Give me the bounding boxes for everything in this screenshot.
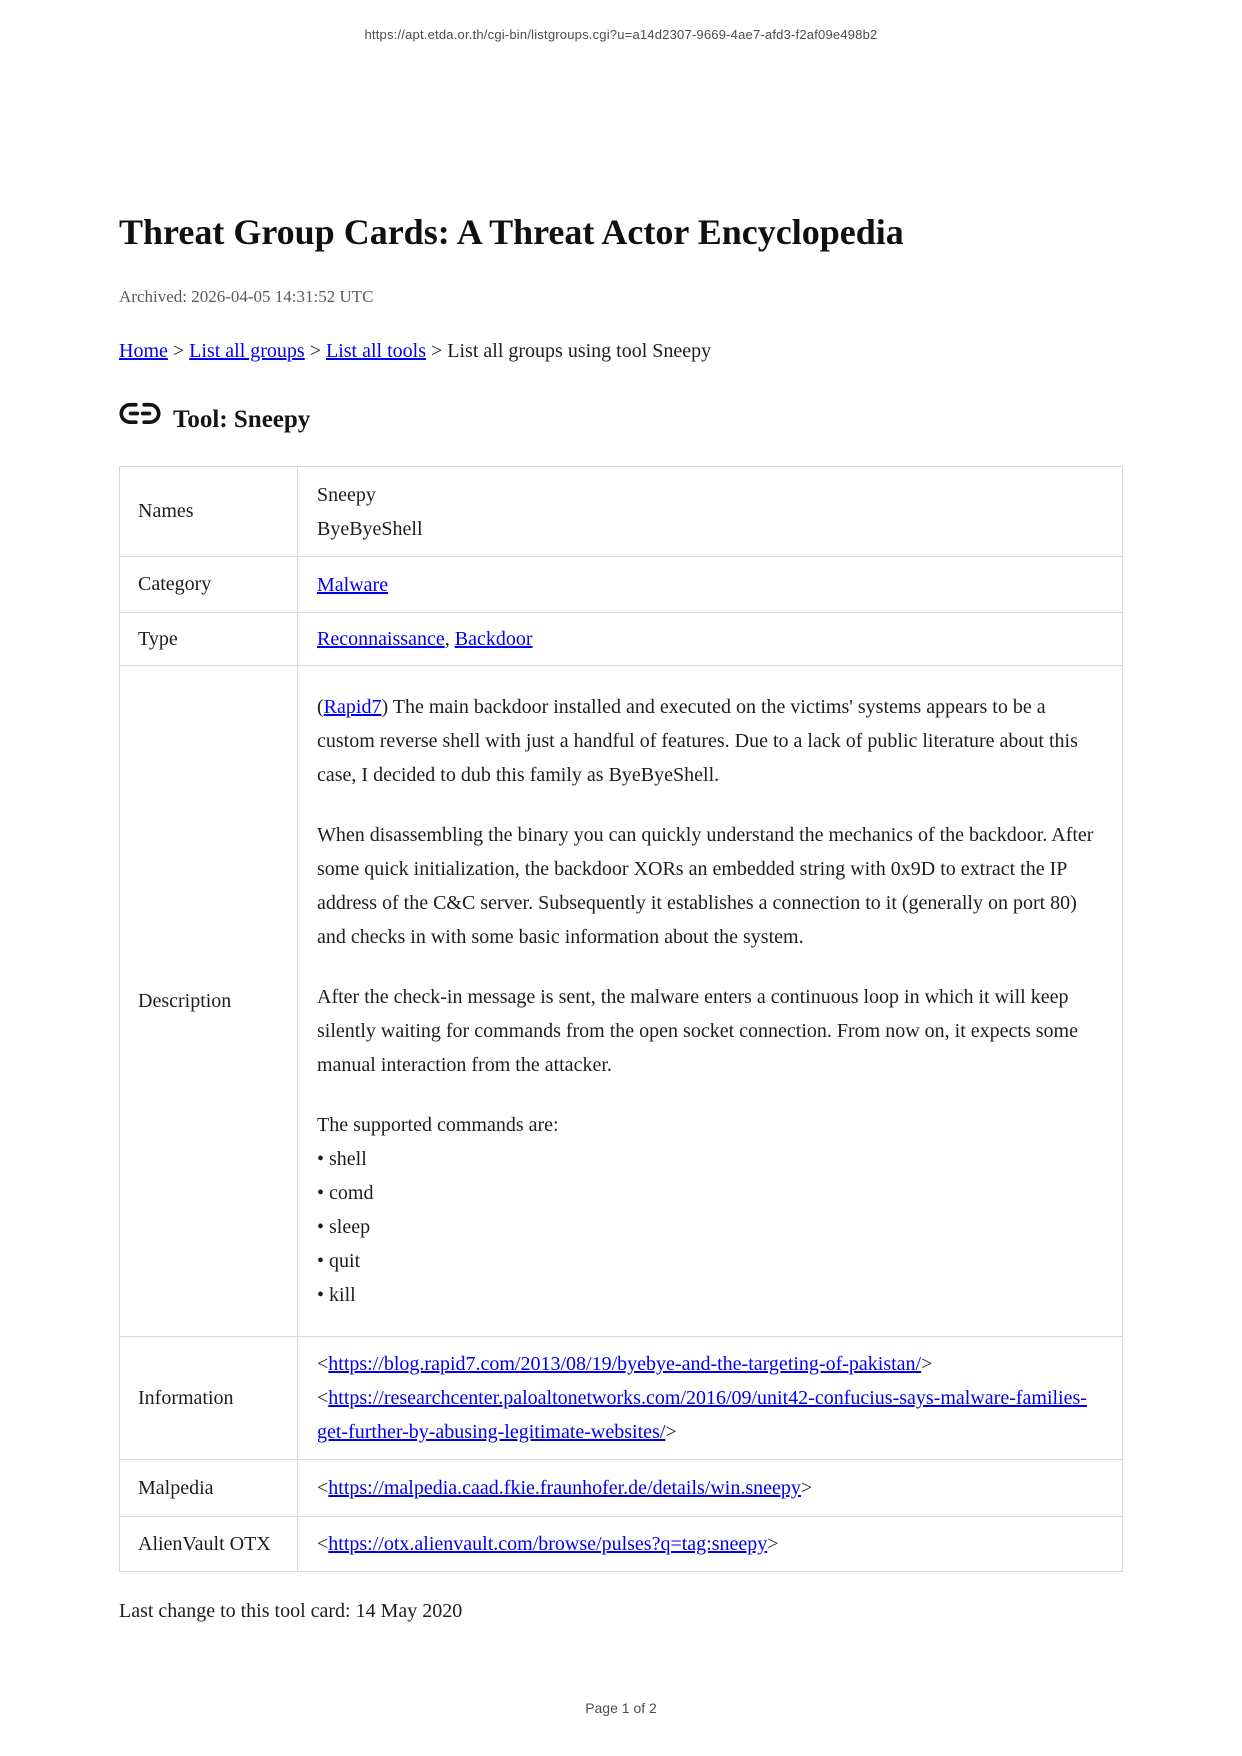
information-link-paloalto[interactable]: https://researchcenter.paloaltonetworks.com/2016/09/unit42-confucius-says-malware-families-get-further-by-abusing-legitimate-websites/: [317, 1387, 1087, 1443]
angle-open: <: [317, 1353, 329, 1375]
last-change-note: Last change to this tool card: 14 May 2020: [119, 1600, 463, 1622]
permalink-icon[interactable]: [119, 400, 161, 428]
command-item: [317, 1210, 1103, 1244]
description-paragraph-1-text: ) The main backdoor installed and executed on the victims' systems appears to be a custom reverse shell with just a handful of features. Due to a lack of public literature about this case, I decided to dub this family as ByeByeShell.: [317, 696, 1078, 786]
row-value-malpedia: [298, 1460, 1123, 1517]
information-reference: [317, 1381, 1103, 1449]
bullet: •: [317, 1216, 325, 1238]
row-label-names: Names: [120, 467, 298, 557]
description-paragraph: [317, 690, 1103, 792]
supported-commands-intro: The supported commands are:: [317, 1114, 559, 1136]
angle-open: <: [317, 1477, 329, 1499]
bullet: •: [317, 1182, 325, 1204]
table-row-malpedia: [120, 1460, 1123, 1517]
table-row-alienvault-otx: [120, 1517, 1123, 1572]
tool-name: Sneepy: [317, 483, 376, 506]
angle-close: >: [921, 1353, 933, 1375]
row-label-description: Description: [120, 666, 298, 1337]
row-label-malpedia: Malpedia: [120, 1460, 298, 1517]
breadcrumb-separator: >: [426, 340, 448, 362]
command-name: sleep: [329, 1216, 371, 1238]
information-link-rapid7-blog[interactable]: https://blog.rapid7.com/2013/08/19/byebye-and-the-targeting-of-pakistan/: [328, 1353, 922, 1375]
table-row-names: [120, 467, 1123, 557]
tool-alias: ByeByeShell: [317, 517, 423, 540]
malpedia-link[interactable]: https://malpedia.caad.fkie.fraunhofer.de/details/win.sneepy: [328, 1477, 801, 1499]
row-value-alienvault-otx: [298, 1517, 1123, 1572]
page-number: Page 1 of 2: [585, 1700, 657, 1716]
type-link-reconnaissance[interactable]: Reconnaissance: [317, 628, 445, 650]
page-title: Threat Group Cards: A Threat Actor Encyclopedia: [119, 212, 904, 252]
row-value-names: [298, 467, 1123, 557]
row-label-information: Information: [120, 1337, 298, 1460]
command-item: [317, 1244, 1103, 1278]
row-value-description: [298, 666, 1123, 1337]
row-value-type: [298, 613, 1123, 666]
bullet: •: [317, 1284, 325, 1306]
tool-heading-text: Tool: Sneepy: [173, 406, 311, 433]
rapid7-link[interactable]: Rapid7: [323, 696, 382, 718]
paren-open: (: [317, 696, 324, 718]
row-value-information: [298, 1337, 1123, 1460]
command-name: kill: [329, 1284, 356, 1306]
bullet: •: [317, 1148, 325, 1170]
description-paragraph: When disassembling the binary you can quickly understand the mechanics of the backdoor. After some quick initialization, the backdoor XORs an embedded string with 0x9D to extract the IP address of the C&C server. Subsequently it establishes a connection to it (generally on port 80) and checks in with some basic information about the system.: [317, 824, 1094, 948]
row-label-type: Type: [120, 613, 298, 666]
category-link[interactable]: Malware: [317, 573, 389, 596]
breadcrumb-link-list-all-tools[interactable]: List all tools: [326, 340, 426, 362]
angle-open: <: [317, 1533, 329, 1555]
breadcrumb-link-list-all-groups[interactable]: List all groups: [189, 340, 305, 362]
table-row-type: [120, 613, 1123, 666]
type-link-backdoor[interactable]: Backdoor: [454, 628, 533, 650]
command-item: [317, 1278, 1103, 1312]
angle-open: <: [317, 1387, 329, 1409]
bullet: •: [317, 1250, 325, 1272]
tool-heading: [119, 400, 310, 434]
angle-close: >: [767, 1533, 779, 1555]
command-name: shell: [329, 1148, 367, 1170]
table-row-information: [120, 1337, 1123, 1460]
breadcrumb-separator: >: [167, 340, 190, 362]
angle-close: >: [665, 1421, 677, 1443]
row-label-category: Category: [120, 557, 298, 613]
breadcrumb: [119, 340, 1123, 363]
tool-card-table: [119, 466, 1123, 1572]
row-label-alienvault-otx: AlienVault OTX: [120, 1517, 298, 1572]
breadcrumb-link-home[interactable]: Home: [119, 340, 168, 362]
type-separator: ,: [444, 628, 455, 650]
alienvault-otx-link[interactable]: https://otx.alienvault.com/browse/pulses?q=tag:sneepy: [328, 1533, 768, 1555]
table-row-category: [120, 557, 1123, 613]
command-name: comd: [329, 1182, 374, 1204]
information-reference: [317, 1347, 1103, 1381]
description-paragraph: After the check-in message is sent, the malware enters a continuous loop in which it will keep silently waiting for commands from the open socket connection. From now on, it expects some manual interaction from the attacker.: [317, 986, 1078, 1076]
command-item: [317, 1142, 1103, 1176]
breadcrumb-separator: >: [304, 340, 326, 362]
angle-close: >: [800, 1477, 813, 1499]
breadcrumb-current: List all groups using tool Sneepy: [447, 340, 712, 362]
archived-timestamp: Archived: 2026-04-05 14:31:52 UTC: [119, 287, 374, 306]
command-item: [317, 1176, 1103, 1210]
row-value-category: [298, 557, 1123, 613]
print-header-url: https://apt.etda.or.th/cgi-bin/listgroups.cgi?u=a14d2307-9669-4ae7-afd3-f2af09e498b2: [364, 27, 878, 42]
supported-commands-block: [317, 1108, 1103, 1312]
table-row-description: [120, 666, 1123, 1337]
command-name: quit: [329, 1250, 361, 1272]
